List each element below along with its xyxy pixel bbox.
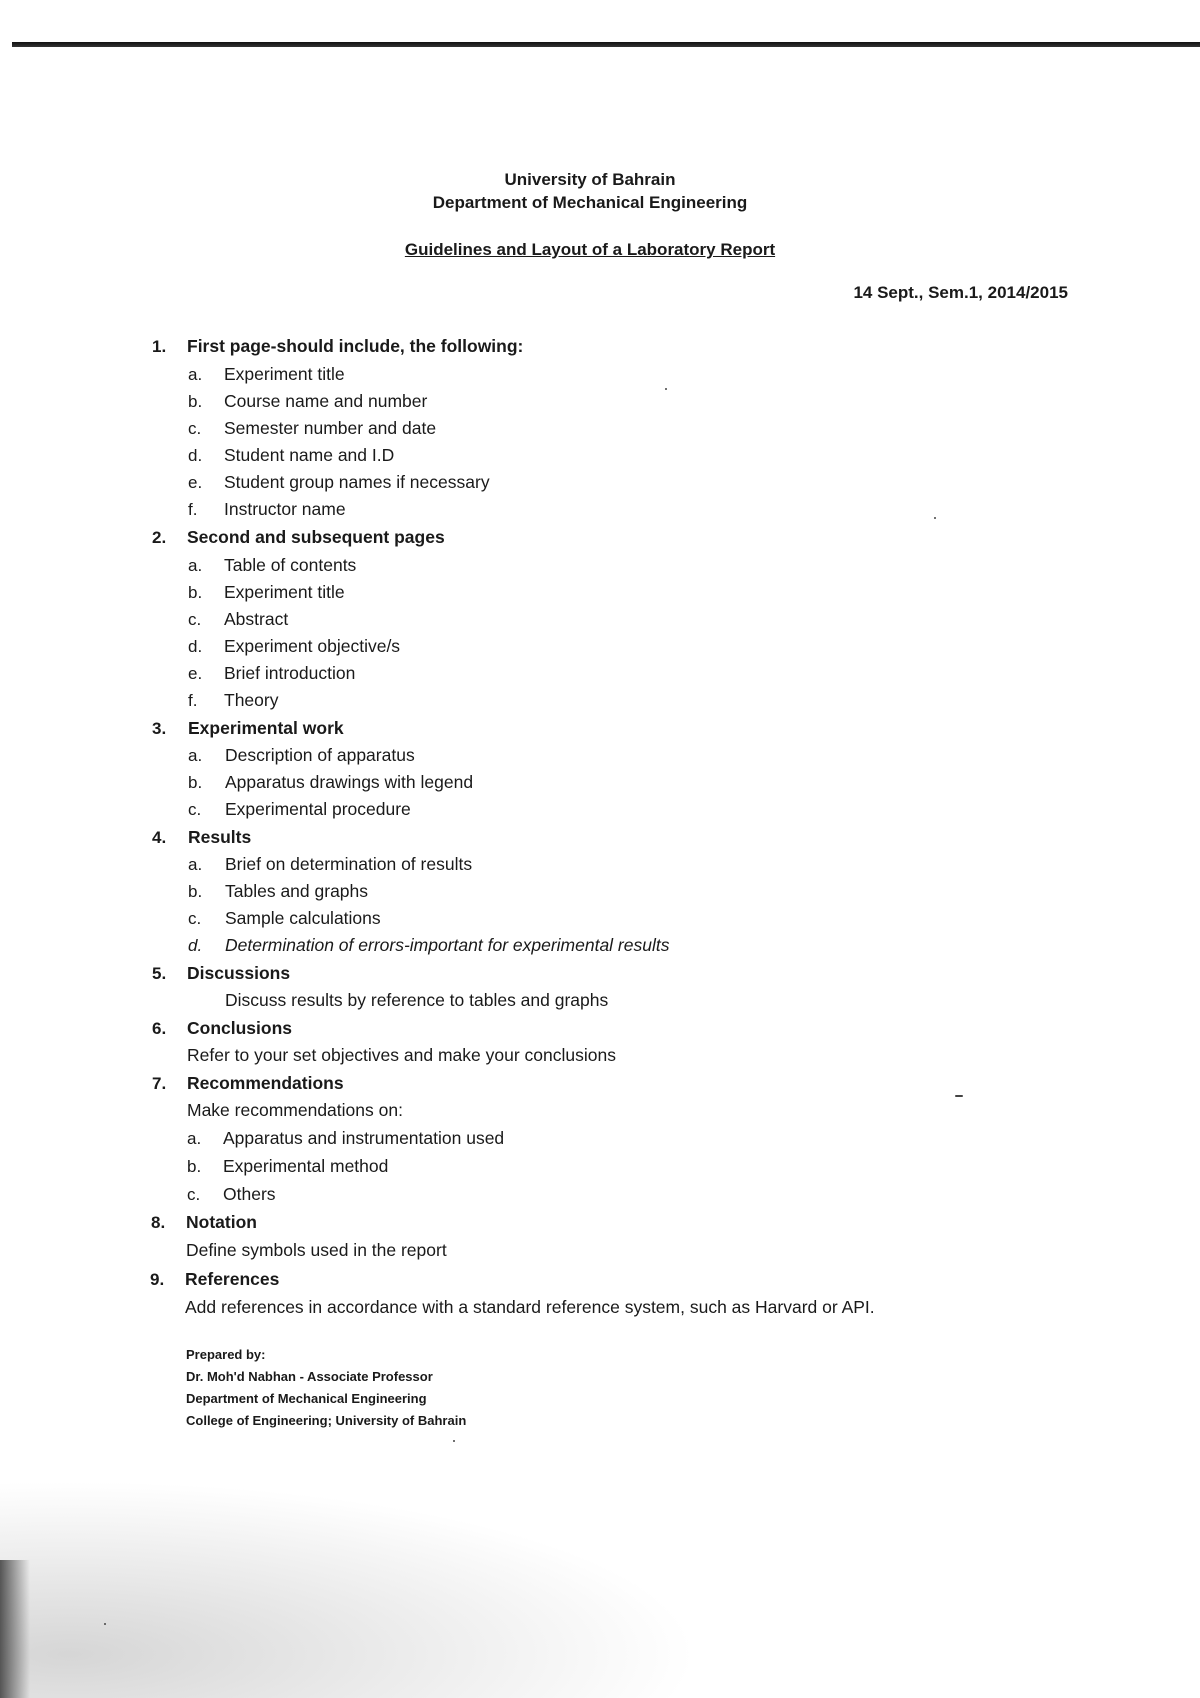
item-letter: c. — [188, 909, 202, 928]
section-heading: Experimental work — [188, 718, 344, 738]
list-item: Apparatus drawings with legend — [225, 772, 474, 792]
section-body: Make recommendations on: — [187, 1100, 403, 1120]
item-letter: f. — [188, 691, 198, 710]
document-title: Guidelines and Layout of a Laboratory Report — [404, 240, 776, 259]
item-letter: b. — [187, 1157, 202, 1176]
scan-speck — [104, 1623, 106, 1625]
document-date: 14 Sept., Sem.1, 2014/2015 — [853, 283, 1068, 302]
section-body: Add references in accordance with a standard reference system, such as Harvard or API. — [185, 1297, 875, 1317]
section-heading: Conclusions — [187, 1018, 293, 1038]
section-heading: Second and subsequent pages — [187, 527, 445, 547]
top-scan-edge — [12, 42, 1200, 47]
scan-speck — [453, 1440, 455, 1442]
list-item: Tables and graphs — [225, 881, 369, 901]
item-letter: a. — [188, 746, 203, 765]
item-letter: a. — [188, 556, 203, 575]
list-item: Brief introduction — [224, 663, 356, 683]
section-number: 4. — [152, 828, 167, 847]
list-item: Student name and I.D — [224, 445, 395, 465]
section-number: 7. — [152, 1074, 167, 1093]
section-body: Discuss results by reference to tables and graphs — [225, 990, 609, 1010]
item-letter: d. — [188, 446, 203, 465]
item-letter: c. — [188, 610, 202, 629]
section-number: 1. — [152, 337, 167, 356]
scan-shadow — [0, 1480, 700, 1698]
list-item: Others — [223, 1184, 276, 1204]
list-item: Experiment title — [224, 364, 345, 384]
scan-edge-shadow — [0, 1560, 30, 1698]
section-number: 6. — [152, 1019, 167, 1038]
section-body: Refer to your set objectives and make your conclusions — [187, 1045, 616, 1065]
section-number: 8. — [151, 1213, 166, 1232]
list-item: Determination of errors-important for experimental results — [225, 935, 670, 955]
scan-speck — [665, 388, 667, 390]
section-heading: Notation — [186, 1212, 257, 1232]
section-heading: Recommendations — [187, 1073, 344, 1093]
prepared-by-label: Prepared by: — [186, 1347, 266, 1362]
department-name: Department of Mechanical Engineering — [432, 193, 748, 212]
item-letter: c. — [187, 1185, 201, 1204]
author-college: College of Engineering; University of Bahrain — [186, 1413, 467, 1428]
list-item: Table of contents — [224, 555, 357, 575]
item-letter: e. — [188, 664, 203, 683]
list-item: Experimental procedure — [225, 799, 411, 819]
item-letter: c. — [188, 419, 202, 438]
list-item: Experimental method — [223, 1156, 389, 1176]
list-item: Abstract — [224, 609, 289, 629]
list-item: Student group names if necessary — [224, 472, 490, 492]
section-body: Define symbols used in the report — [186, 1240, 447, 1260]
section-heading: References — [185, 1269, 280, 1289]
section-heading: First page-should include, the following: — [187, 336, 524, 356]
section-number: 3. — [152, 719, 167, 738]
list-item: Experiment objective/s — [224, 636, 401, 656]
section-heading: Discussions — [187, 963, 291, 983]
list-item: Semester number and date — [224, 418, 437, 438]
university-name: University of Bahrain — [504, 170, 676, 189]
item-letter: e. — [188, 473, 203, 492]
item-letter: a. — [188, 365, 203, 384]
item-letter: a. — [188, 855, 203, 874]
list-item: Course name and number — [224, 391, 428, 411]
list-item: Experiment title — [224, 582, 345, 602]
item-letter: b. — [188, 773, 203, 792]
item-letter: a. — [187, 1129, 202, 1148]
section-heading: Results — [188, 827, 252, 847]
section-number: 9. — [150, 1270, 165, 1289]
item-letter: d. — [188, 936, 203, 955]
item-letter: b. — [188, 392, 203, 411]
list-item: Instructor name — [224, 499, 346, 519]
item-letter: d. — [188, 637, 203, 656]
list-item: Description of apparatus — [225, 745, 415, 765]
list-item: Theory — [224, 690, 279, 710]
item-letter: b. — [188, 882, 203, 901]
section-number: 2. — [152, 528, 167, 547]
list-item: Apparatus and instrumentation used — [223, 1128, 505, 1148]
section-number: 5. — [152, 964, 167, 983]
item-letter: b. — [188, 583, 203, 602]
scan-speck — [934, 517, 936, 519]
item-letter: c. — [188, 800, 202, 819]
list-item: Brief on determination of results — [225, 854, 473, 874]
scan-speck — [955, 1095, 963, 1097]
list-item: Sample calculations — [225, 908, 381, 928]
author-department: Department of Mechanical Engineering — [186, 1391, 427, 1406]
author-name: Dr. Moh'd Nabhan - Associate Professor — [186, 1369, 433, 1384]
item-letter: f. — [188, 500, 198, 519]
